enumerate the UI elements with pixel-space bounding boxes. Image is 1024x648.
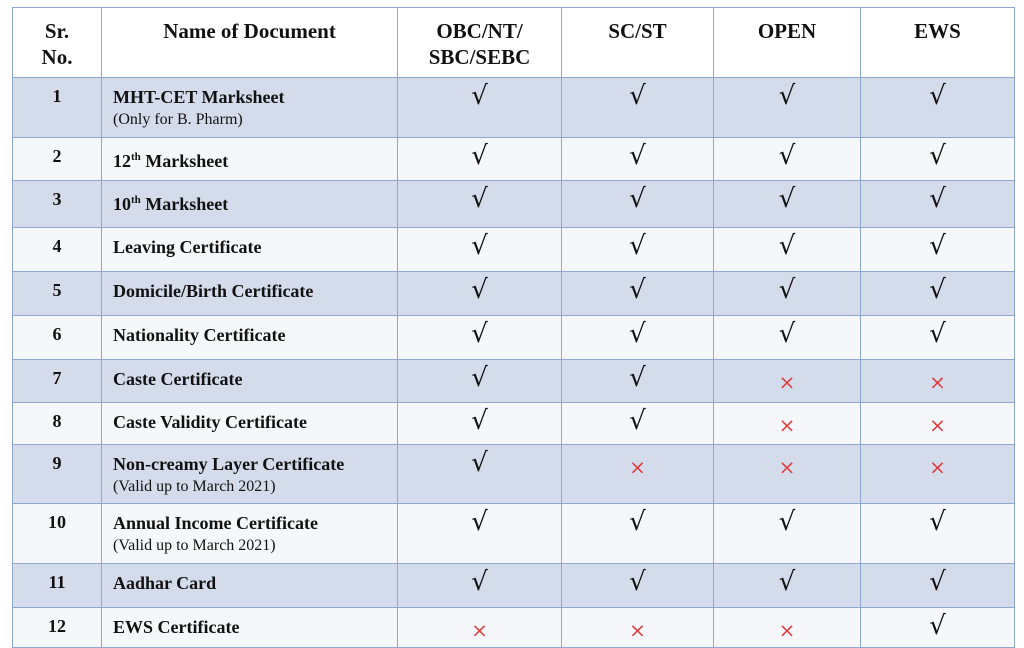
sr-no-cell: 11 (13, 564, 102, 608)
header-ews-label: EWS (914, 19, 961, 43)
document-name: 10 (113, 194, 131, 214)
obc-cross-icon: × (398, 608, 562, 648)
open-check-icon: √ (714, 78, 861, 138)
header-obc-line1: OBC/NT/ (436, 19, 523, 43)
obc-check-icon: √ (398, 181, 562, 228)
obc-check-icon: √ (398, 504, 562, 564)
document-note: (Only for B. Pharm) (113, 111, 243, 128)
sr-no-cell: 12 (13, 608, 102, 648)
obc-check-icon: √ (398, 272, 562, 316)
table-row (13, 138, 1015, 181)
sr-no-cell: 10 (13, 504, 102, 564)
document-name-cell (102, 360, 398, 403)
document-note: (Valid up to March 2021) (113, 478, 276, 495)
document-name-cell (102, 78, 398, 138)
document-name-cell (102, 228, 398, 272)
ews-check-icon: √ (861, 504, 1015, 564)
header-row (13, 8, 1015, 78)
document-name-rest: Marksheet (140, 151, 229, 171)
document-name: MHT-CET Marksheet (113, 87, 285, 107)
sc-st-check-icon: √ (562, 272, 714, 316)
ews-check-icon: √ (861, 608, 1015, 648)
header-document-name (102, 8, 398, 78)
sr-no-cell: 6 (13, 316, 102, 360)
sr-no-cell: 9 (13, 445, 102, 504)
open-cross-icon: × (714, 608, 861, 648)
ews-cross-icon: × (861, 445, 1015, 504)
table-row (13, 316, 1015, 360)
open-check-icon: √ (714, 316, 861, 360)
open-check-icon: √ (714, 228, 861, 272)
ews-check-icon: √ (861, 78, 1015, 138)
open-check-icon: √ (714, 138, 861, 181)
sr-no-cell: 2 (13, 138, 102, 181)
sr-no-cell: 7 (13, 360, 102, 403)
open-cross-icon: × (714, 403, 861, 445)
sc-st-check-icon: √ (562, 403, 714, 445)
document-requirements-table (12, 7, 1015, 648)
document-name-cell (102, 316, 398, 360)
sr-no-cell: 5 (13, 272, 102, 316)
sc-st-check-icon: √ (562, 78, 714, 138)
document-name-cell (102, 445, 398, 504)
open-cross-icon: × (714, 360, 861, 403)
document-name: Caste Validity Certificate (113, 412, 307, 432)
open-cross-icon: × (714, 445, 861, 504)
header-open-label: OPEN (757, 19, 817, 43)
obc-check-icon: √ (398, 360, 562, 403)
sr-no-cell: 1 (13, 78, 102, 138)
obc-check-icon: √ (398, 403, 562, 445)
sc-st-check-icon: √ (562, 564, 714, 608)
obc-check-icon: √ (398, 78, 562, 138)
obc-check-icon: √ (398, 445, 562, 504)
table-row (13, 78, 1015, 138)
document-name: Aadhar Card (113, 573, 217, 593)
table-row (13, 272, 1015, 316)
document-name-cell (102, 403, 398, 445)
document-name: EWS Certificate (113, 617, 240, 637)
document-name: Annual Income Certificate (113, 513, 318, 533)
obc-check-icon: √ (398, 316, 562, 360)
header-document-label: Name of Document (163, 19, 336, 43)
sc-st-check-icon: √ (562, 360, 714, 403)
sr-no-cell: 8 (13, 403, 102, 445)
header-sr-no (13, 8, 102, 78)
document-name: Leaving Certificate (113, 237, 262, 257)
sc-st-check-icon: √ (562, 316, 714, 360)
document-name: Caste Certificate (113, 369, 243, 389)
sr-no-cell: 4 (13, 228, 102, 272)
table-row (13, 504, 1015, 564)
obc-check-icon: √ (398, 228, 562, 272)
document-name: Nationality Certificate (113, 325, 286, 345)
ews-cross-icon: × (861, 403, 1015, 445)
ews-check-icon: √ (861, 272, 1015, 316)
open-check-icon: √ (714, 272, 861, 316)
ews-check-icon: √ (861, 564, 1015, 608)
ews-cross-icon: × (861, 360, 1015, 403)
sc-st-check-icon: √ (562, 228, 714, 272)
document-name-cell (102, 272, 398, 316)
open-check-icon: √ (714, 564, 861, 608)
sr-no-cell: 3 (13, 181, 102, 228)
table-row (13, 228, 1015, 272)
document-name: 12 (113, 151, 131, 171)
table-row (13, 181, 1015, 228)
open-check-icon: √ (714, 504, 861, 564)
header-sr-line2: No. (41, 45, 73, 69)
table-body (13, 78, 1015, 648)
sc-st-check-icon: √ (562, 138, 714, 181)
document-name-cell (102, 504, 398, 564)
table-row (13, 403, 1015, 445)
table-row (13, 564, 1015, 608)
ordinal-suffix: th (131, 151, 141, 163)
sc-st-cross-icon: × (562, 445, 714, 504)
sc-st-check-icon: √ (562, 504, 714, 564)
header-obc (398, 8, 562, 78)
document-name-rest: Marksheet (140, 194, 229, 214)
document-name-cell (102, 181, 398, 228)
ews-check-icon: √ (861, 181, 1015, 228)
sc-st-check-icon: √ (562, 181, 714, 228)
header-ews (861, 8, 1015, 78)
header-sr-line1: Sr. (44, 19, 70, 43)
document-name: Non-creamy Layer Certificate (113, 454, 345, 474)
header-obc-line2: SBC/SEBC (428, 45, 531, 69)
document-name-cell (102, 138, 398, 181)
table-row (13, 445, 1015, 504)
ordinal-suffix: th (131, 194, 141, 206)
ews-check-icon: √ (861, 228, 1015, 272)
table-row (13, 360, 1015, 403)
sc-st-cross-icon: × (562, 608, 714, 648)
document-name: Domicile/Birth Certificate (113, 281, 314, 301)
obc-check-icon: √ (398, 564, 562, 608)
ews-check-icon: √ (861, 316, 1015, 360)
ews-check-icon: √ (861, 138, 1015, 181)
document-note: (Valid up to March 2021) (113, 537, 276, 554)
header-sc-st (562, 8, 714, 78)
header-sc-st-label: SC/ST (608, 19, 667, 43)
obc-check-icon: √ (398, 138, 562, 181)
document-name-cell (102, 564, 398, 608)
open-check-icon: √ (714, 181, 861, 228)
header-open (714, 8, 861, 78)
document-table-container (12, 7, 1014, 642)
